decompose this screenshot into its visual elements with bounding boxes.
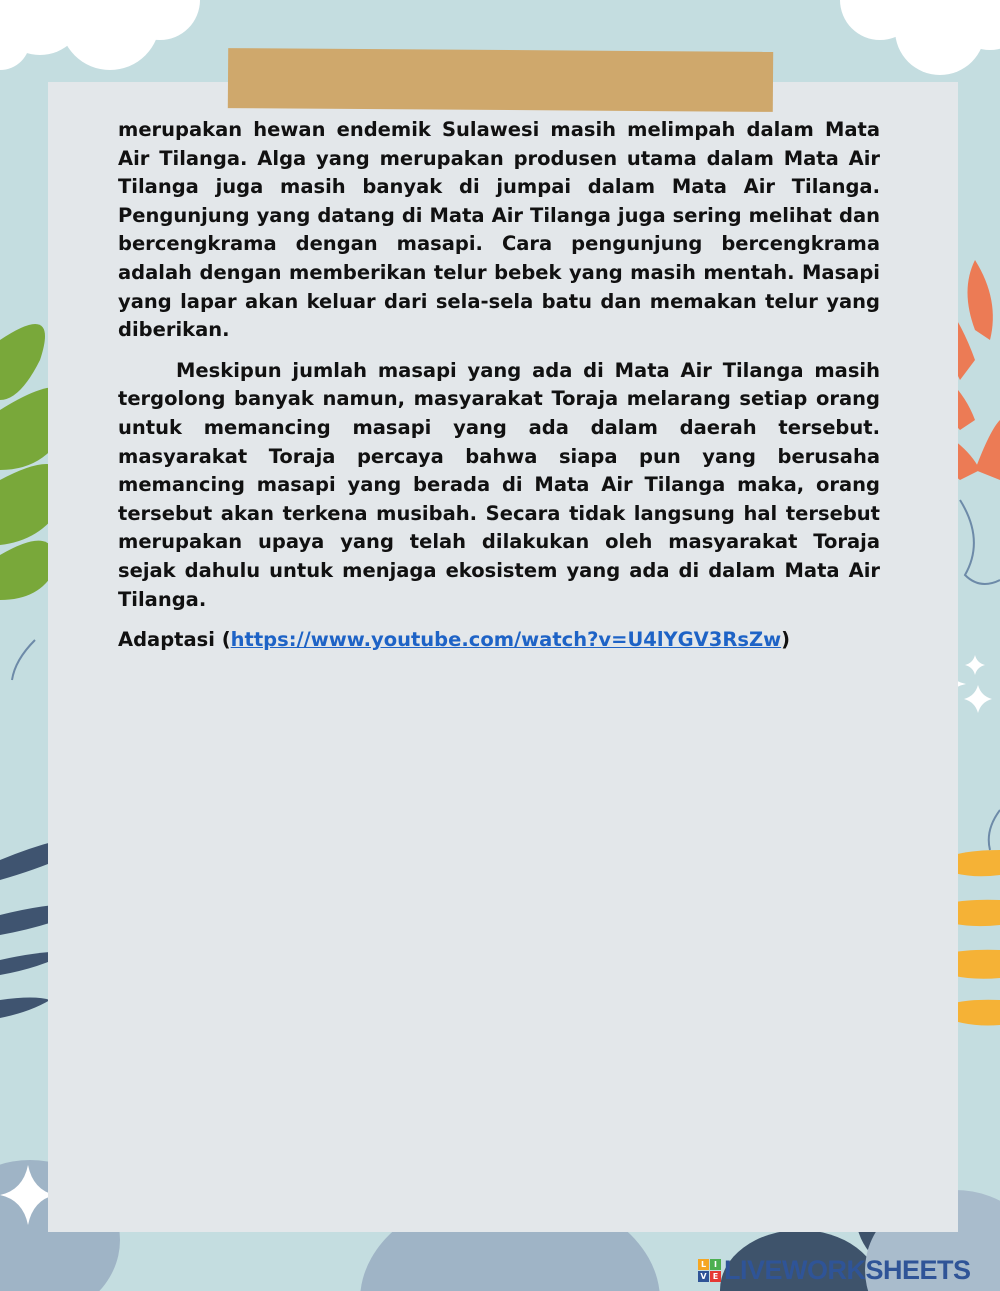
paragraph-2: Meskipun jumlah masapi yang ada di Mata Air Tilanga masih tergolong banyak namun, masyarakat Toraja melarang setiap orang untuk memancing masapi yang ada dalam daerah tersebut. masyarakat Toraja percaya bahwa siapa pun yang berusaha memancing masapi yang berada di Mata Air Tilanga maka, orang tersebut akan terkena musibah. Secara tidak langsung hal tersebut merupakan upaya yang telah dilakukan oleh masyarakat Toraja sejak dahulu untuk menjaga ekosistem yang ada di dalam Mata Air Tilanga. (118, 358, 880, 611)
article-body (118, 116, 880, 655)
logo-grid-icon (698, 1259, 721, 1282)
brand-name: LIVEWORKSHEETS (724, 1254, 971, 1285)
logo-letter: V (698, 1271, 709, 1282)
paragraph-1: merupakan hewan endemik Sulawesi masih melimpah dalam Mata Air Tilanga. Alga yang merupakan produsen utama dalam Mata Air Tilanga juga masih banyak di jumpai dalam Mata Air Tilanga. Pengunjung yang datang di Mata Air Tilanga juga sering melihat dan bercengkrama dengan masapi. Cara pengunjung bercengkrama adalah dengan memberikan telur bebek yang masih mentah. Masapi yang lapar akan keluar dari sela-sela batu dan memakan telur yang diberikan. (118, 118, 880, 342)
logo-letter: E (710, 1271, 721, 1282)
source-line (118, 626, 880, 655)
source-close: ) (781, 628, 791, 652)
tape-strip (228, 48, 773, 112)
liveworksheets-logo[interactable] (698, 1255, 971, 1285)
source-label: Adaptasi ( (118, 628, 231, 652)
logo-letter: I (710, 1259, 721, 1270)
logo-letter: L (698, 1259, 709, 1270)
source-link[interactable]: https://www.youtube.com/watch?v=U4lYGV3RsZw (230, 628, 782, 652)
